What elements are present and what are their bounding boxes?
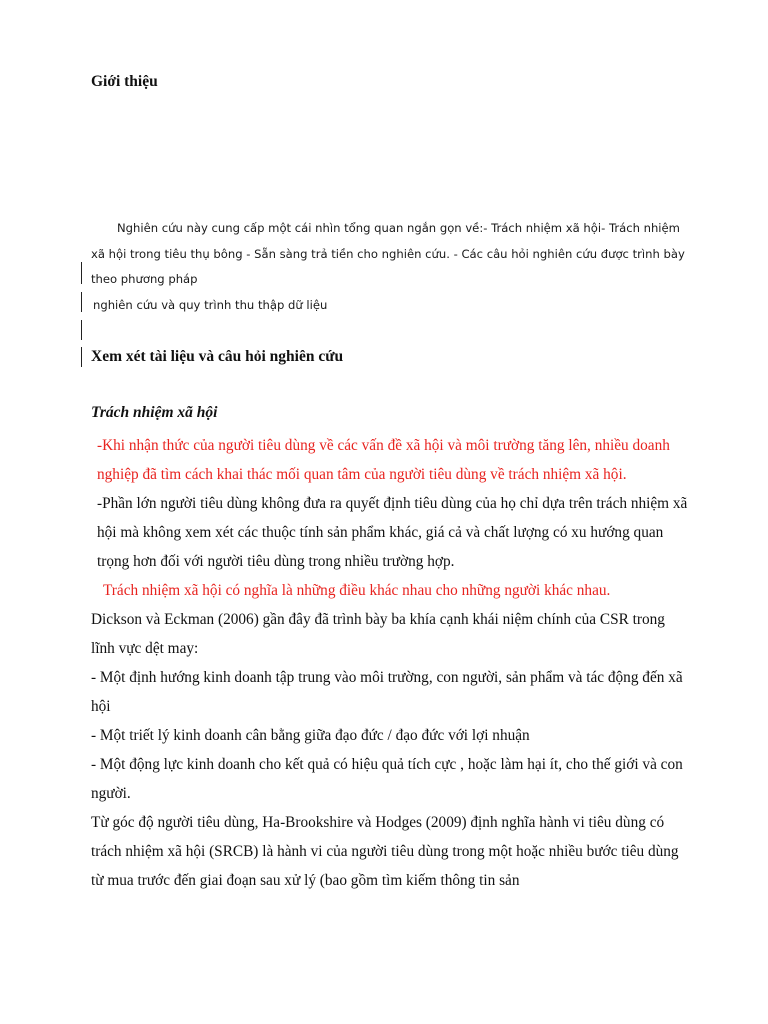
list-item: - Một triết lý kinh doanh cân bằng giữa đạo đức / đạo đức với lợi nhuận: [91, 727, 530, 744]
intro-paragraph-continuation: nghiên cứu và quy trình thu thập dữ liệu: [93, 297, 328, 312]
change-bar-marker: [81, 262, 82, 284]
change-bar-marker: [81, 347, 82, 367]
intro-paragraph: Nghiên cứu này cung cấp một cái nhìn tổng quan ngắn gọn về:- Trách nhiệm xã hội- Trách nhiệm xã hội trong tiêu thụ bông - Sẵn sàng trả tiền cho nghiên cứu. - Các câu hỏi nghiên cứu được trình bày theo phương pháp: [91, 221, 685, 286]
list-item: - Một định hướng kinh doanh tập trung vào môi trường, con người, sản phẩm và tác động đến xã hội: [91, 669, 683, 715]
paragraph-srcb: Từ góc độ người tiêu dùng, Ha-Brookshire và Hodges (2009) định nghĩa hành vi tiêu dùng có trách nhiệm xã hội (SRCB) là hành vi của người tiêu dùng trong một hoặc nhiều bước tiêu dùng từ mua trước đến giai đoạn sau xử lý (bao gồm tìm kiếm thông tin sản: [91, 814, 679, 889]
change-bar-marker: [81, 320, 82, 340]
list-item: - Một động lực kinh doanh cho kết quả có hiệu quả tích cực , hoặc làm hại ít, cho thế giới và con người.: [91, 756, 683, 802]
heading-literature-review: Xem xét tài liệu và câu hỏi nghiên cứu: [91, 348, 344, 365]
paragraph-awareness: -Khi nhận thức của người tiêu dùng về các vấn đề xã hội và môi trường tăng lên, nhiều doanh nghiệp đã tìm cách khai thác mối quan tâm của người tiêu dùng về trách nhiệm xã hội.: [97, 437, 670, 483]
paragraph-dickson: Dickson và Eckman (2006) gần đây đã trình bày ba khía cạnh khái niệm chính của CSR trong lĩnh vực dệt may:: [91, 611, 665, 657]
paragraph-majority: -Phần lớn người tiêu dùng không đưa ra quyết định tiêu dùng của họ chỉ dựa trên trách nhiệm xã hội mà không xem xét các thuộc tính sản phẩm khác, giá cả và chất lượng có xu hướng quan trọng hơn đối với người tiêu dùng trong nhiều trường hợp.: [97, 495, 688, 570]
subheading-social-responsibility: Trách nhiệm xã hội: [91, 404, 218, 421]
heading-introduction: Giới thiệu: [91, 73, 158, 90]
intro-block: [91, 216, 691, 318]
change-bar-marker: [81, 292, 82, 312]
body-text: [91, 431, 691, 895]
paragraph-meaning: Trách nhiệm xã hội có nghĩa là những điều khác nhau cho những người khác nhau.: [103, 582, 611, 599]
